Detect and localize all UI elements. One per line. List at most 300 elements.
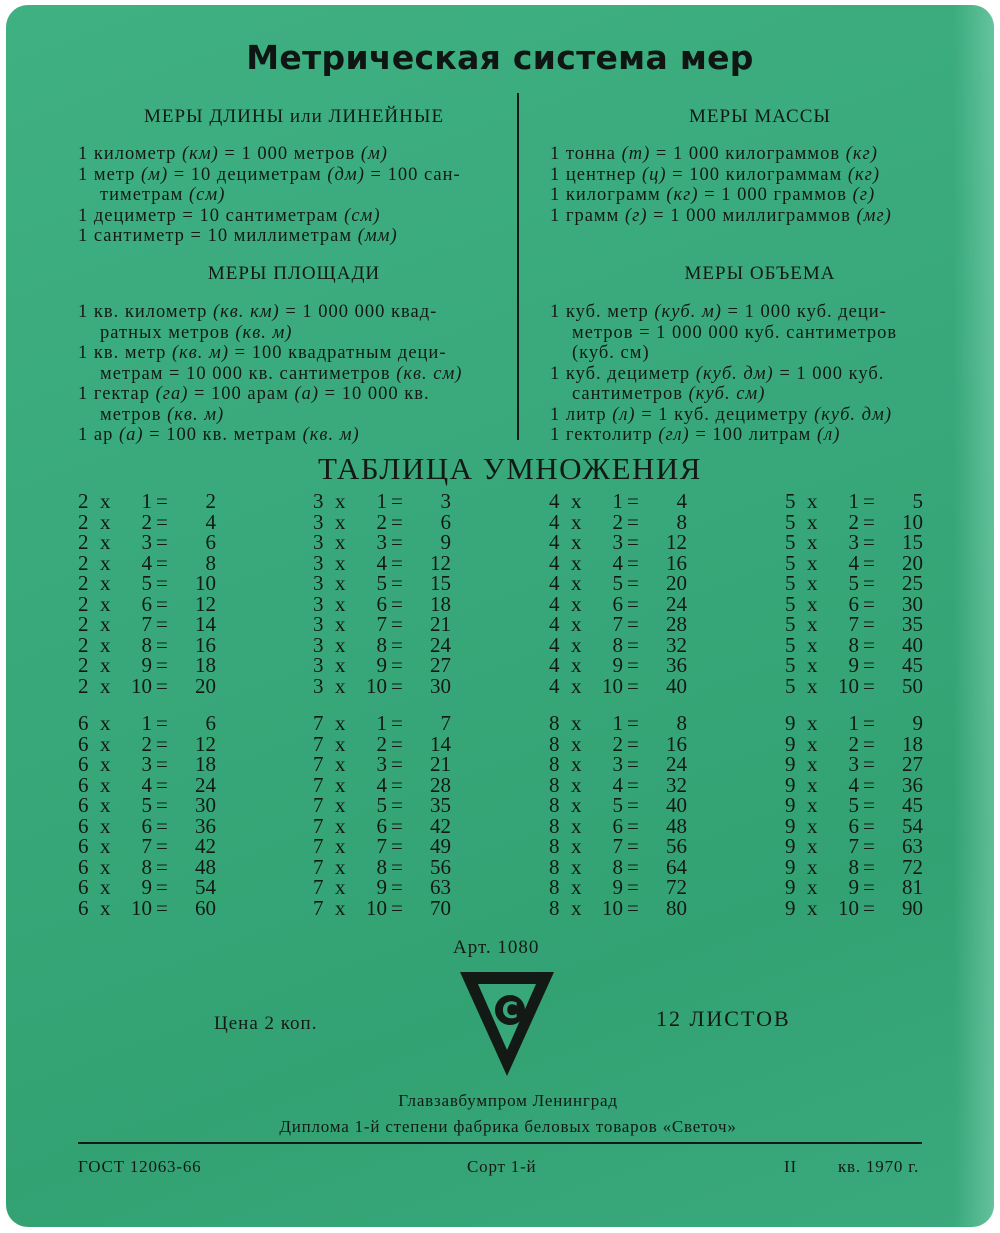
equals-sign: = — [156, 813, 168, 838]
multiplication-row — [78, 795, 218, 815]
volume-heading: МЕРЫ ОБЪЕМА — [684, 263, 836, 284]
equals-sign: = — [391, 550, 403, 575]
product: 30 — [195, 793, 216, 817]
multiplication-row — [313, 673, 453, 698]
product: 40 — [666, 793, 687, 817]
multiplication-row — [549, 754, 689, 774]
factor-a: 9 — [785, 895, 796, 920]
factor-a: 5 — [785, 591, 796, 616]
times-sign: х — [571, 653, 582, 677]
multiplication-row — [78, 772, 218, 797]
product: 6 — [205, 711, 216, 735]
factor-a: 9 — [785, 854, 796, 879]
multiplication-row — [549, 491, 689, 511]
times-sign: х — [335, 530, 346, 554]
factor-b: 1 — [376, 711, 387, 735]
times-sign: х — [807, 489, 818, 513]
factor-b: 10 — [838, 895, 859, 920]
factor-b: 2 — [141, 509, 152, 534]
multiplication-row — [549, 550, 689, 575]
equals-sign: = — [627, 772, 639, 797]
factor-a: 4 — [549, 571, 560, 595]
product: 80 — [666, 895, 687, 920]
unit-text: 1 литр — [550, 404, 613, 425]
unit-text: = 100 килограммам — [666, 164, 848, 185]
multiplication-row — [78, 632, 218, 657]
product: 48 — [195, 854, 216, 879]
factor-a: 9 — [785, 752, 796, 776]
unit-abbreviation: (т) — [621, 144, 651, 164]
product: 14 — [195, 612, 216, 636]
unit-text: 1 гектолитр — [550, 425, 659, 445]
equals-sign: = — [627, 673, 639, 698]
times-sign: х — [571, 875, 582, 899]
factor-a: 7 — [313, 752, 324, 776]
equals-sign: = — [627, 895, 639, 920]
factor-b: 4 — [612, 550, 623, 575]
times-sign: х — [571, 813, 582, 838]
product: 16 — [666, 731, 687, 756]
equals-sign: = — [627, 653, 639, 677]
product: 36 — [195, 813, 216, 838]
times-sign: х — [807, 793, 818, 817]
times-sign: х — [807, 653, 818, 677]
factor-a: 8 — [549, 895, 560, 920]
unit-abbreviation: (га) — [155, 384, 189, 404]
times-sign: х — [807, 875, 818, 899]
equals-sign: = — [863, 854, 875, 879]
factor-a: 9 — [785, 875, 796, 899]
equals-sign: = — [391, 854, 403, 879]
multiplication-row — [785, 655, 925, 675]
factor-b: 1 — [848, 489, 859, 513]
unit-text: = 1 000 граммов — [698, 185, 853, 205]
times-sign: х — [100, 612, 111, 636]
product: 72 — [902, 854, 923, 879]
product: 6 — [205, 530, 216, 554]
multiplication-row — [78, 673, 218, 698]
multiplication-row — [785, 573, 925, 593]
unit-text: 1 центнер — [550, 164, 642, 185]
factor-b: 9 — [376, 875, 387, 899]
product: 27 — [902, 752, 923, 776]
unit-line — [78, 165, 461, 185]
factor-b: 1 — [612, 489, 623, 513]
times-sign: х — [571, 854, 582, 879]
unit-line — [550, 302, 887, 322]
times-sign: х — [807, 711, 818, 735]
multiplication-row — [313, 795, 453, 815]
unit-text: = 1 000 метров — [218, 144, 361, 164]
factor-a: 8 — [549, 793, 560, 817]
product: 90 — [902, 895, 923, 920]
footer-rule — [78, 1142, 922, 1144]
multiplication-row — [313, 836, 453, 856]
multiplication-row — [313, 772, 453, 797]
factor-b: 6 — [376, 591, 387, 616]
unit-text: = 100 квадратным деци- — [229, 343, 447, 363]
multiplication-row — [78, 877, 218, 897]
factor-a: 5 — [785, 653, 796, 677]
factor-a: 5 — [785, 612, 796, 636]
factor-b: 3 — [141, 530, 152, 554]
multiplication-row — [549, 854, 689, 879]
multiplication-row — [78, 509, 218, 534]
product: 81 — [902, 875, 923, 899]
multiplication-row — [78, 532, 218, 552]
product: 14 — [430, 731, 451, 756]
product: 24 — [666, 752, 687, 776]
multiplication-row — [78, 655, 218, 675]
times-sign: х — [571, 632, 582, 657]
unit-abbreviation: (дм) — [327, 164, 365, 185]
factor-b: 5 — [848, 793, 859, 817]
factor-b: 9 — [612, 653, 623, 677]
times-sign: х — [100, 895, 111, 920]
unit-abbreviation: (куб. дм) — [695, 363, 774, 384]
factor-a: 4 — [549, 550, 560, 575]
equals-sign: = — [863, 530, 875, 554]
equals-sign: = — [863, 813, 875, 838]
equals-sign: = — [156, 895, 168, 920]
unit-line — [78, 144, 388, 164]
factor-b: 6 — [612, 813, 623, 838]
factor-a: 3 — [313, 653, 324, 677]
equals-sign: = — [627, 834, 639, 858]
factor-a: 4 — [549, 489, 560, 513]
equals-sign: = — [863, 895, 875, 920]
unit-text: сантиметров — [572, 384, 689, 404]
times-sign: х — [807, 612, 818, 636]
equals-sign: = — [391, 653, 403, 677]
factor-b: 5 — [848, 571, 859, 595]
factor-a: 4 — [549, 653, 560, 677]
factor-b: 6 — [848, 813, 859, 838]
factor-b: 6 — [141, 591, 152, 616]
factor-b: 8 — [141, 632, 152, 657]
product: 12 — [666, 530, 687, 554]
times-sign: х — [100, 813, 111, 838]
factor-a: 8 — [549, 711, 560, 735]
factor-b: 3 — [612, 752, 623, 776]
factor-a: 3 — [313, 509, 324, 534]
times-sign: х — [335, 813, 346, 838]
unit-line — [78, 425, 360, 445]
factor-a: 8 — [549, 752, 560, 776]
product: 4 — [205, 509, 216, 534]
product: 9 — [440, 530, 451, 554]
multiplication-row — [313, 591, 453, 616]
factor-a: 5 — [785, 571, 796, 595]
product: 24 — [666, 591, 687, 616]
unit-abbreviation: (м) — [140, 164, 169, 185]
unit-abbreviation: (куб. см) — [688, 384, 766, 404]
equals-sign: = — [156, 550, 168, 575]
unit-text: = 1 куб. дециметру — [635, 404, 815, 425]
product: 54 — [195, 875, 216, 899]
product: 20 — [195, 673, 216, 698]
unit-abbreviation: (мм) — [357, 226, 398, 246]
product: 18 — [195, 752, 216, 776]
factor-b: 8 — [848, 854, 859, 879]
equals-sign: = — [863, 875, 875, 899]
unit-abbreviation: (а) — [118, 425, 144, 445]
unit-text: 1 куб. дециметр — [550, 363, 696, 384]
times-sign: х — [100, 854, 111, 879]
product: 2 — [205, 489, 216, 513]
factor-b: 7 — [376, 834, 387, 858]
factor-b: 10 — [366, 673, 387, 698]
equals-sign: = — [156, 530, 168, 554]
factor-b: 7 — [141, 612, 152, 636]
equals-sign: = — [391, 772, 403, 797]
times-sign: х — [571, 571, 582, 595]
unit-line — [78, 226, 398, 246]
multiplication-row — [785, 509, 925, 534]
product: 16 — [666, 550, 687, 575]
multiplication-row — [313, 754, 453, 774]
unit-abbreviation: (гл) — [658, 425, 690, 445]
product: 5 — [912, 489, 923, 513]
factor-a: 9 — [785, 813, 796, 838]
equals-sign: = — [863, 632, 875, 657]
equals-sign: = — [156, 875, 168, 899]
factor-b: 5 — [376, 793, 387, 817]
times-sign: х — [807, 895, 818, 920]
times-sign: х — [335, 489, 346, 513]
factor-b: 9 — [612, 875, 623, 899]
multiplication-row — [785, 632, 925, 657]
multiplication-row — [549, 895, 689, 920]
multiplication-row — [313, 532, 453, 552]
unit-text: 1 метр — [78, 164, 141, 185]
multiplication-row — [785, 854, 925, 879]
factor-b: 10 — [131, 895, 152, 920]
product: 42 — [195, 834, 216, 858]
unit-text: 1 килограмм — [550, 185, 667, 205]
unit-text: метров = 1 000 000 куб. сантиметров — [572, 322, 898, 343]
unit-text: = 100 арам — [188, 384, 295, 404]
equals-sign: = — [863, 731, 875, 756]
multiplication-row — [549, 673, 689, 698]
multiplication-row — [78, 895, 218, 920]
factor-a: 7 — [313, 895, 324, 920]
product: 72 — [666, 875, 687, 899]
product: 35 — [430, 793, 451, 817]
factor-a: 8 — [549, 875, 560, 899]
multiplication-row — [785, 591, 925, 616]
factor-b: 3 — [376, 530, 387, 554]
factor-b: 7 — [848, 834, 859, 858]
unit-text: = 10 дециметрам — [168, 164, 328, 185]
factor-a: 3 — [313, 550, 324, 575]
maker-line-2: Диплома 1-й степени фабрика беловых товаров «Светоч» — [279, 1117, 737, 1136]
product: 56 — [430, 854, 451, 879]
product: 24 — [195, 772, 216, 797]
product: 9 — [912, 711, 923, 735]
factor-a: 7 — [313, 875, 324, 899]
factor-b: 5 — [141, 793, 152, 817]
multiplication-row — [78, 713, 218, 733]
product: 35 — [902, 612, 923, 636]
unit-text: = 100 кв. метрам — [143, 425, 303, 445]
unit-line — [78, 343, 447, 363]
equals-sign: = — [863, 752, 875, 776]
unit-text: = 10 000 кв. — [319, 384, 430, 404]
unit-text: = 1 000 миллиграммов — [647, 205, 857, 226]
factor-a: 9 — [785, 772, 796, 797]
product: 42 — [430, 813, 451, 838]
product: 21 — [430, 752, 451, 776]
factor-a: 6 — [78, 793, 89, 817]
equals-sign: = — [863, 571, 875, 595]
quarter-year: кв. 1970 г. — [838, 1157, 920, 1176]
factor-b: 2 — [376, 731, 387, 756]
multiplication-row — [785, 877, 925, 897]
factor-a: 6 — [78, 752, 89, 776]
unit-text: = 1 000 000 квад- — [279, 302, 438, 322]
product: 20 — [666, 571, 687, 595]
unit-line — [100, 323, 292, 343]
multiplication-row — [785, 532, 925, 552]
times-sign: х — [335, 793, 346, 817]
unit-text: = 100 сан- — [364, 164, 461, 185]
product: 7 — [440, 711, 451, 735]
factor-b: 9 — [141, 875, 152, 899]
times-sign: х — [807, 813, 818, 838]
factor-a: 7 — [313, 772, 324, 797]
equals-sign: = — [391, 752, 403, 776]
unit-text: 1 гектар — [78, 384, 156, 404]
factor-b: 6 — [141, 813, 152, 838]
times-sign: х — [335, 653, 346, 677]
factor-a: 2 — [78, 673, 89, 698]
unit-text: (куб. см) — [572, 343, 650, 363]
product: 6 — [440, 509, 451, 534]
times-sign: х — [571, 752, 582, 776]
unit-line — [100, 185, 225, 205]
times-sign: х — [335, 632, 346, 657]
times-sign: х — [335, 731, 346, 756]
multiplication-row — [313, 813, 453, 838]
product: 48 — [666, 813, 687, 838]
product: 24 — [430, 632, 451, 657]
gost-standard: ГОСТ 12063-66 — [78, 1157, 202, 1176]
factor-a: 4 — [549, 509, 560, 534]
times-sign: х — [807, 550, 818, 575]
times-sign: х — [571, 550, 582, 575]
product: 12 — [430, 550, 451, 575]
product: 40 — [666, 673, 687, 698]
factor-a: 7 — [313, 793, 324, 817]
product: 3 — [440, 489, 451, 513]
unit-abbreviation: (кв. м) — [235, 322, 293, 343]
multiplication-row — [785, 754, 925, 774]
equals-sign: = — [391, 711, 403, 735]
product: 45 — [902, 653, 923, 677]
unit-abbreviation: (куб. м) — [654, 302, 722, 322]
factor-b: 1 — [141, 711, 152, 735]
product: 63 — [430, 875, 451, 899]
product: 60 — [195, 895, 216, 920]
unit-text: = 1 000 куб. — [773, 363, 885, 384]
equals-sign: = — [156, 571, 168, 595]
multiplication-row — [313, 550, 453, 575]
times-sign: х — [807, 509, 818, 534]
maker-line-1: Главзавбумпром Ленинград — [398, 1091, 618, 1110]
times-sign: х — [807, 673, 818, 698]
factor-b: 10 — [602, 673, 623, 698]
multiplication-row — [549, 532, 689, 552]
equals-sign: = — [156, 612, 168, 636]
factor-a: 2 — [78, 489, 89, 513]
factor-a: 4 — [549, 530, 560, 554]
times-sign: х — [100, 550, 111, 575]
multiplication-row — [785, 731, 925, 756]
factor-a: 7 — [313, 834, 324, 858]
unit-abbreviation: (см) — [344, 205, 381, 226]
unit-line — [100, 405, 224, 425]
column-divider — [517, 93, 519, 440]
product: 18 — [902, 731, 923, 756]
product: 8 — [676, 509, 687, 534]
multiplication-row — [313, 713, 453, 733]
times-sign: х — [335, 550, 346, 575]
multiplication-row — [549, 655, 689, 675]
factor-a: 6 — [78, 711, 89, 735]
product: 28 — [666, 612, 687, 636]
unit-line — [550, 165, 880, 185]
times-sign: х — [100, 793, 111, 817]
unit-text: 1 куб. метр — [550, 302, 655, 322]
product: 21 — [430, 612, 451, 636]
unit-line — [550, 185, 875, 205]
factor-b: 4 — [848, 550, 859, 575]
times-sign: х — [335, 834, 346, 858]
factor-b: 3 — [141, 752, 152, 776]
unit-text: ратных метров — [100, 322, 236, 343]
times-sign: х — [571, 612, 582, 636]
factor-b: 9 — [848, 653, 859, 677]
factor-b: 8 — [376, 632, 387, 657]
factor-b: 1 — [376, 489, 387, 513]
logo-letter: С — [501, 999, 519, 1024]
equals-sign: = — [863, 550, 875, 575]
times-sign: х — [100, 673, 111, 698]
equals-sign: = — [627, 731, 639, 756]
product: 10 — [902, 509, 923, 534]
multiplication-row — [313, 614, 453, 634]
product: 56 — [666, 834, 687, 858]
factor-a: 3 — [313, 571, 324, 595]
equals-sign: = — [156, 673, 168, 698]
equals-sign: = — [391, 591, 403, 616]
factor-b: 10 — [838, 673, 859, 698]
factor-a: 3 — [313, 612, 324, 636]
unit-abbreviation: (куб. дм) — [814, 404, 892, 425]
equals-sign: = — [391, 793, 403, 817]
product: 27 — [430, 653, 451, 677]
times-sign: х — [807, 752, 818, 776]
unit-abbreviation: (кг) — [666, 185, 699, 205]
equals-sign: = — [156, 854, 168, 879]
multiplication-row — [78, 614, 218, 634]
factor-b: 8 — [376, 854, 387, 879]
unit-line — [572, 323, 897, 343]
factor-a: 5 — [785, 489, 796, 513]
multiplication-row — [785, 491, 925, 511]
factor-a: 9 — [785, 793, 796, 817]
